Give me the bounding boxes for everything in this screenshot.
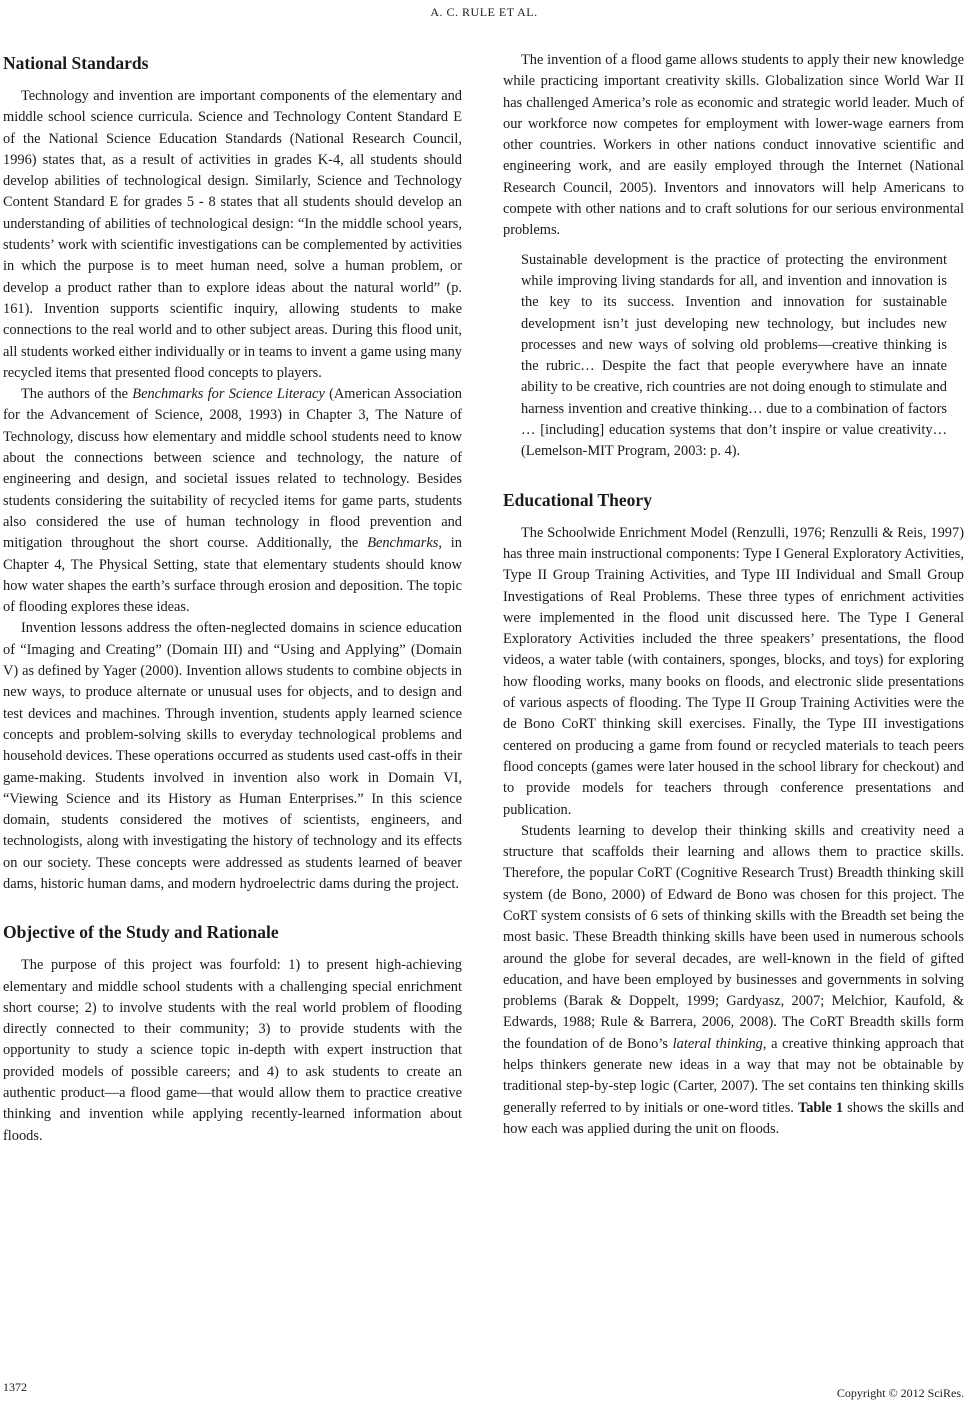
paragraph-benchmarks: The authors of the Benchmarks for Science Literacy (American Association for the Advancement of Science, 2008, 1993) in Chapter 3, The Nature of Technology, discuss how elementary and middle school students need to know about the connections between science and technology, the nature of engineering and design, and societal issues related to technology. Besides students considering the suitability of recycled items for game parts, students also considered the use of human technology in flood prevention and mitigation throughout the short course. Additionally, the Benchmarks, in Chapter 4, The Physical Setting, state that elementary students should know how water shapes the earth’s surface through erosion and deposition. The topic of flooding explores these ideas. [3, 386, 462, 616]
italic-benchmarks: Benchmarks [367, 535, 439, 552]
paragraph-invention-lessons: Invention lessons address the often-neglected domains in science education of “Imaging and Creating” (Domain III) and “Using and Applying” (Domain V) as defined by Yager (2000). Invention allows students to combine objects in new ways, to produce alternate or unusual uses for objects, and to design and test devices and machines. Through invention, students apply learned science concepts and problem-solving skills to everyday technological problems and household devices. These operations occurred as students used cast-offs in their game-making. Students involved in invention also work in Domain VI, “Viewing Science and its History as Human Enterprises.” In this science domain, students considered the motives of scientists, engineers, and technologists, along with investigating the history of technology and its effects on our society. These concepts were addressed as students learned of beaver dams, historic human dams, and modern hydroelectric dams during the project. [3, 620, 462, 892]
paragraph-enrichment-model: The Schoolwide Enrichment Model (Renzulli, 1976; Renzulli & Reis, 1997) has three main instructional components: Type I General Exploratory Activities, Type II Group Training Activities, and Type III Individual and Small Group Investigations of Real Problems. These three types of enrichment activities were implemented in the flood unit discussed here. The Type I General Exploratory Activities included the three speakers’ presentations, the flood videos, a water table (with containers, sponges, blocks, and toys) for exploring how flooding works, many books on floods, and electronic slide presentations of various aspects of flooding. The Type II Group Training Activities were the de Bono CoRT thinking skill exercises. Finally, the Type III investigations centered on producing a game from found or recycled materials to teach peers flood concepts (games were later housed in the school library for checkout) and to provide models for teachers through conference presentations and publication. [503, 524, 964, 818]
quote-text: Sustainable development is the practice of protecting the environment while improving living standards for all, and invention and innovation is the key to its success. Invention and innovation for sustainable development isn’t just developing new technology, but includes new processes and new ways of solving old problems—creative thinking is the rubric… Despite the fact that people everywhere have an innate ability to be creative, rich countries are not doing enough to stimulate and harness invention and creative thinking… due to a combination of factors … [including] education systems that don’t inspire or value creativity… (Lemelson-MIT Program, 2003: p. 4). [521, 251, 947, 460]
heading-educational-theory: Educational Theory [503, 489, 652, 510]
running-head: A. C. RULE ET AL. [430, 5, 538, 19]
heading-objective: Objective of the Study and Rationale [3, 922, 279, 943]
paragraph-cort: Students learning to develop their thinking skills and creativity need a structure that scaffolds their learning and allows them to practice skills. Therefore, the popular CoRT (Cognitive Research Trust) Breadth thinking skill system (de Bono, 2000) of Edward de Bono was chosen for this project. The CoRT system consists of 6 sets of thinking skills with the Breadth set being the most basic. These Breadth thinking skills have been used in numerous schools around the globe for several decades, are well-known in the field of gifted education, and have been employed by businesses and governments in solving problems (Barak & Doppelt, 1999; Gardyasz, 2007; Melchior, Kaufold, & Edwards, 1988; Rule & Barrera, 2006, 2008). The CoRT Breadth skills form the foundation of de Bono’s lateral thinking, a creative thinking approach that helps thinkers generate new ideas in a way that may not be obtainable by traditional step-by-step logic (Carter, 2007). The set contains ten thinking skills generally referred to by initials or one-word titles. Table 1 shows the skills and how each was applied during the unit on floods. [503, 822, 965, 1137]
italic-title-benchmarks: Benchmarks for Science Literacy [132, 386, 325, 403]
page-number: 1372 [3, 1380, 27, 1394]
block-quote [521, 250, 947, 463]
italic-lateral-thinking: lateral thinking [672, 1035, 763, 1052]
copyright-notice: Copyright © 2012 SciRes. [836, 1386, 964, 1400]
right-column [503, 50, 964, 1140]
paragraph-national-standards: Technology and invention are important components of the elementary and middle school science curricula. Science and Technology Content Standard E of the National Science Education Standards (National Research Council, 1996) states that, as a result of activities in grades K-4, all students should develop abilities of technological design. Similarly, Science and Technology Content Standard E for grades 5 - 8 states that all students should develop an understanding of abilities of technological design: “In the middle school years, students’ work with scientific investigations can be complemented by activities in which the purpose is to meet human need, solve a human problem, or develop a product rather than to explore ideas about the natural world” (p. 161). Invention supports scientific inquiry, allowing students to make connections to the real world and to other subject areas. During this flood unit, all students worked either individually or in teams to invent a game using many recycled items that presented flood concepts to players. [3, 88, 462, 381]
left-column [3, 50, 462, 1147]
table-reference[interactable]: Table 1 [797, 1099, 844, 1116]
heading-national-standards: National Standards [3, 53, 149, 73]
paragraph-objective: The purpose of this project was fourfold: 1) to present high-achieving elementary and middle school students with a challenging special enrichment short course; 2) to involve students with the real world problem of flooding directly connected to their community; 3) to provide students with the opportunity to study a science topic in-depth with expert instruction that provided models of possible careers; and 4) to ask students to create an authentic product—a flood game—that would allow them to practice creative thinking and invention while applying recently-learned information about floods. [3, 957, 462, 1144]
paragraph-flood-game: The invention of a flood game allows students to apply their new knowledge while practicing important creativity skills. Globalization since World War II has challenged America’s role as economic and strategic world leader. Much of our workforce now competes for employment with lower-wage earners from other countries. Workers in other nations conduct innovative scientific and engineering work, and are easily employed through the Internet (National Research Council, 2005). Inventors and innovators will help Americans to compete with other nations and to craft solutions for our serious environmental problems. [503, 52, 964, 239]
